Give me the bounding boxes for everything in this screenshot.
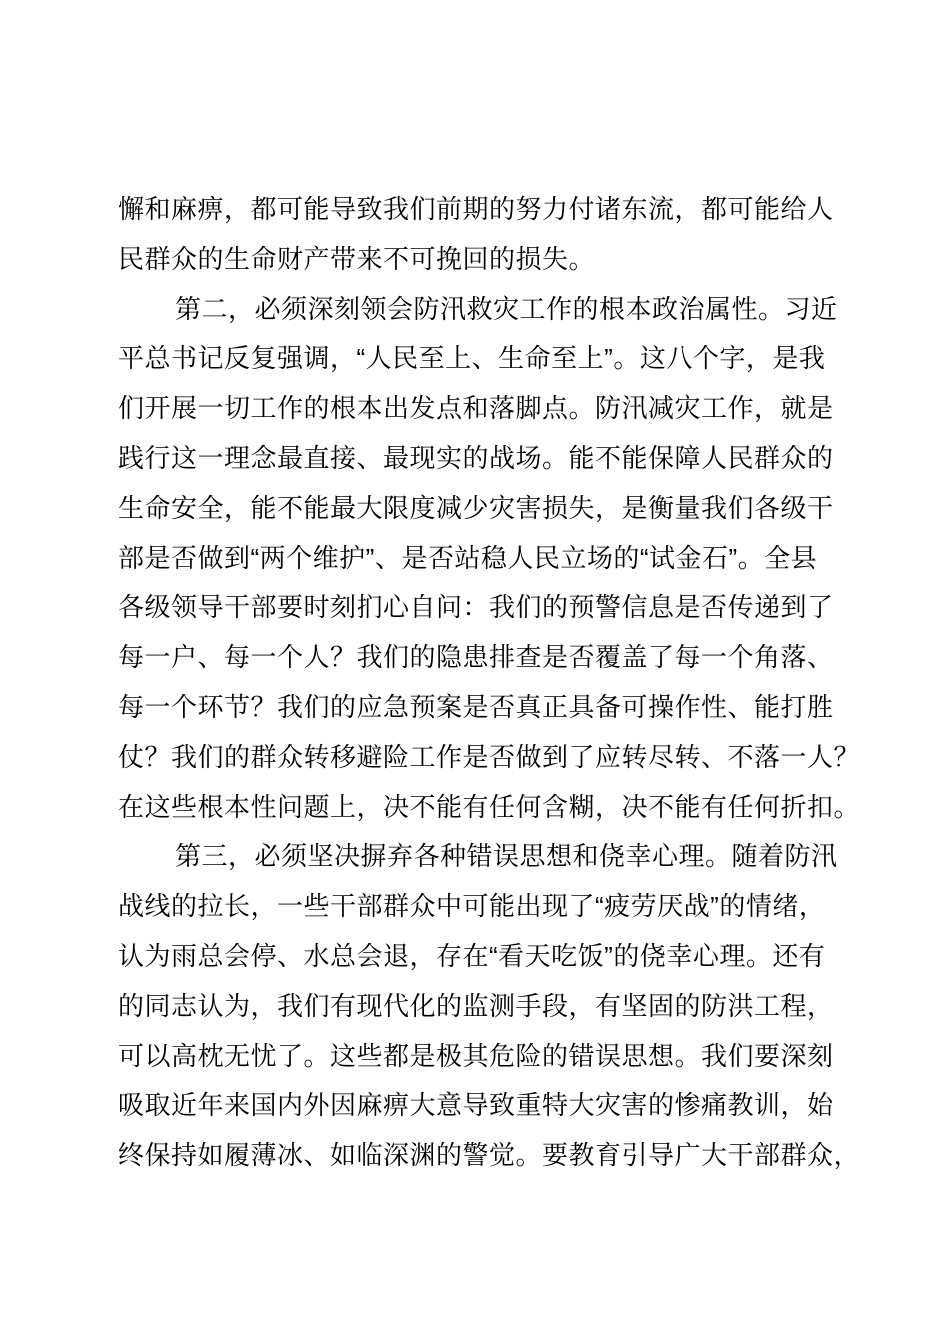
document-line: 平总书记反复强调，“人民至上、生命至上”。这八个字，是我 <box>118 343 826 374</box>
document-line: 仗？我们的群众转移避险工作是否做到了应转尽转、不落一人？ <box>118 741 861 772</box>
document-line: 可以高枕无忧了。这些都是极其危险的错误思想。我们要深刻 <box>118 1040 834 1071</box>
document-line: 终保持如履薄冰、如临深渊的警觉。要教育引导广大干部群众， <box>118 1140 861 1171</box>
document-line: 每一户、每一个人？我们的隐患排查是否覆盖了每一个角落、 <box>118 642 834 673</box>
document-line: 各级领导干部要时刻扪心自问：我们的预警信息是否传递到了 <box>118 592 834 623</box>
document-line-paragraph-start: 第三，必须坚决摒弃各种错误思想和侥幸心理。随着防汛 <box>175 841 838 872</box>
document-line: 生命安全，能不能最大限度减少灾害损失，是衡量我们各级干 <box>118 492 834 523</box>
document-line: 懈和麻痹，都可能导致我们前期的努力付诸东流，都可能给人 <box>118 194 834 224</box>
document-line-paragraph-start: 第二，必须深刻领会防汛救灾工作的根本政治属性。习近 <box>175 293 838 324</box>
document-text-block <box>118 185 861 1181</box>
document-line: 每一个环节？我们的应急预案是否真正具备可操作性、能打胜 <box>118 691 834 722</box>
document-line: 部是否做到“两个维护”、是否站稳人民立场的“试金石”。全县 <box>118 542 818 573</box>
document-line: 在这些根本性问题上，决不能有任何含糊，决不能有任何折扣。 <box>118 791 861 822</box>
document-line: 践行这一理念最直接、最现实的战场。能不能保障人民群众的 <box>118 442 834 473</box>
document-line: 吸取近年来国内外因麻痹大意导致重特大灾害的惨痛教训，始 <box>118 1090 834 1121</box>
document-line: 们开展一切工作的根本出发点和落脚点。防汛减灾工作，就是 <box>118 393 834 424</box>
document-line: 认为雨总会停、水总会退，存在“看天吃饭”的侥幸心理。还有 <box>118 940 826 971</box>
document-line: 的同志认为，我们有现代化的监测手段，有坚固的防洪工程， <box>118 990 834 1021</box>
document-line: 民群众的生命财产带来不可挽回的损失。 <box>118 243 596 274</box>
document-line: 战线的拉长，一些干部群众中可能出现了“疲劳厌战”的情绪， <box>118 891 826 922</box>
